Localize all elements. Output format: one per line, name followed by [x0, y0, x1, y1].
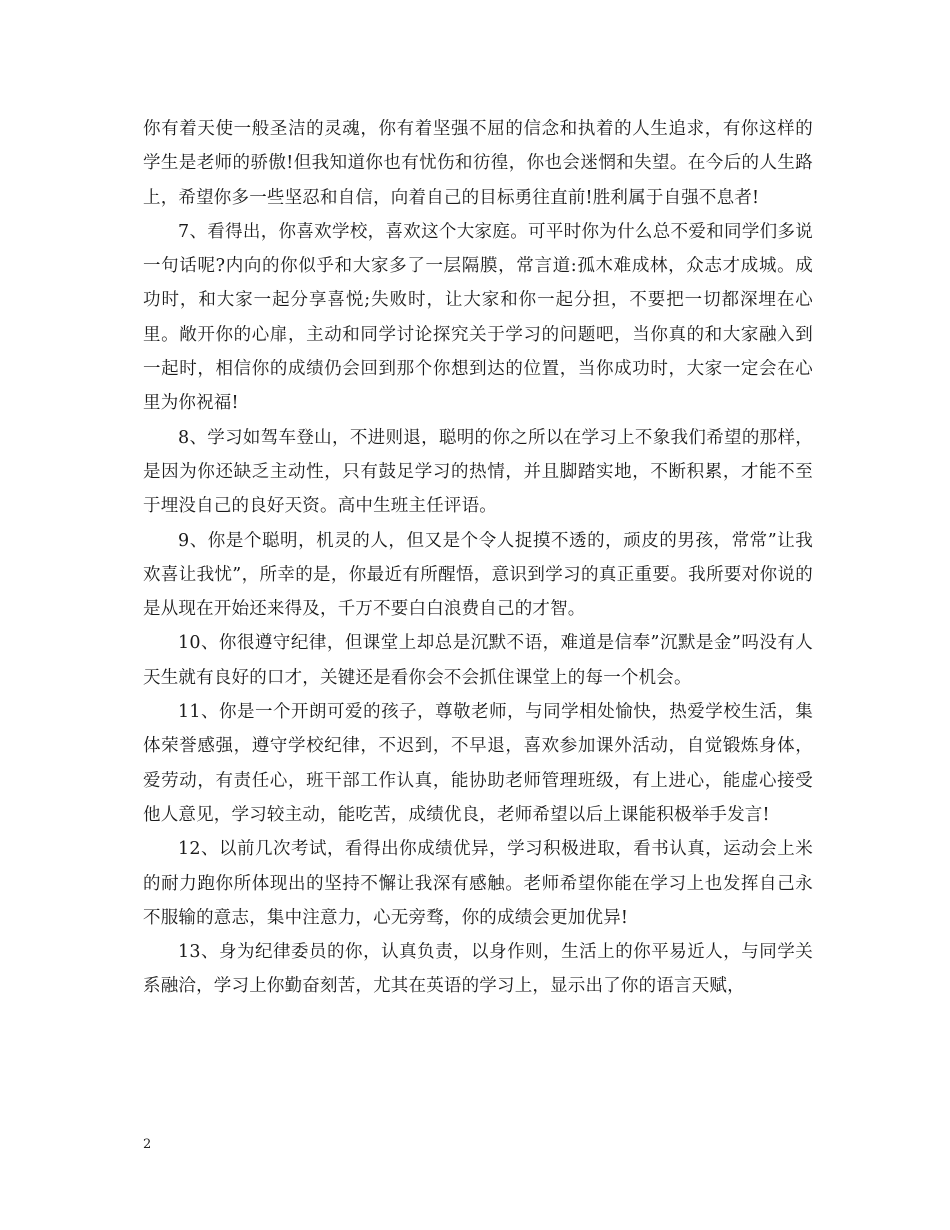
page-number: 2 [143, 1137, 152, 1152]
paragraph-item-7: 7、看得出，你喜欢学校，喜欢这个大家庭。可平时你为什么总不爱和同学们多说一句话呢?内向的你似乎和大家多了一层隔膜，常言道:孤木难成林，众志才成城。成功时，和大家一起分享喜悦;失败时，让大家和你一起分担，不要把一切都深埋在心里。敞开你的心扉，主动和同学讨论探究关于学习的问题吧，当你真的和大家融入到一起时，相信你的成绩仍会回到那个你想到达的位置，当你成功时，大家一定会在心里为你祝福! [143, 221, 813, 414]
document-body [143, 112, 813, 1004]
paragraph-item-8: 8、学习如驾车登山，不进则退，聪明的你之所以在学习上不象我们希望的那样，是因为你还缺乏主动性，只有鼓足学习的热情，并且脚踏实地，不断积累，才能不至于埋没自己的良好天资。高中生班主任评语。 [143, 427, 813, 517]
paragraph-item-13: 13、身为纪律委员的你，认真负责，以身作则，生活上的你平易近人，与同学关系融洽，学习上你勤奋刻苦，尤其在英语的学习上，显示出了你的语言天赋， [143, 942, 813, 997]
paragraph-item-10: 10、你很遵守纪律，但课堂上却总是沉默不语，难道是信奉”沉默是金”吗没有人天生就有良好的口才，关键还是看你会不会抓住课堂上的每一个机会。 [143, 633, 813, 688]
paragraph-item-11: 11、你是一个开朗可爱的孩子，尊敬老师，与同学相处愉快，热爱学校生活，集体荣誉感强，遵守学校纪律，不迟到，不早退，喜欢参加课外活动，自觉锻炼身体，爱劳动，有责任心，班干部工作认真，能协助老师管理班级，有上进心，能虚心接受他人意见，学习较主动，能吃苦，成绩优良，老师希望以后上课能积极举手发言! [143, 702, 813, 825]
paragraph-continuation: 你有着天使一般圣洁的灵魂，你有着坚强不屈的信念和执着的人生追求，有你这样的学生是老师的骄傲!但我知道你也有忧伤和彷徨，你也会迷惘和失望。在今后的人生路上，希望你多一些坚忍和自信，向着自己的目标勇往直前!胜利属于自强不息者! [143, 119, 813, 208]
paragraph-item-9: 9、你是个聪明，机灵的人，但又是个令人捉摸不透的，顽皮的男孩，常常”让我欢喜让我忧”，所幸的是，你最近有所醒悟，意识到学习的真正重要。我所要对你说的是从现在开始还来得及，千万不要白白浪费自己的才智。 [143, 530, 813, 620]
paragraph-item-12: 12、以前几次考试，看得出你成绩优异，学习积极进取，看书认真，运动会上米的耐力跑你所体现出的坚持不懈让我深有感触。老师希望你能在学习上也发挥自己永不服输的意志，集中注意力，心无旁骛，你的成绩会更加优异! [143, 839, 813, 928]
